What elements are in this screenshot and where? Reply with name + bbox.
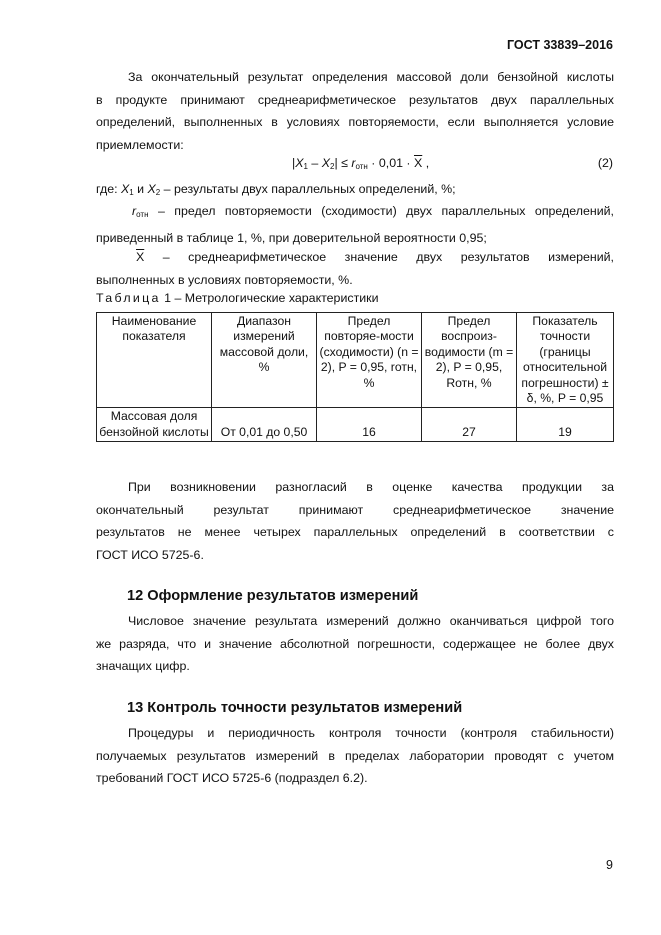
document-header: ГОСТ 33839–2016	[507, 38, 613, 52]
text-line: значащих цифр.	[96, 659, 190, 673]
text-line: получаемых результатов измерений в пределах лаборатории проводят с учетом	[96, 748, 614, 763]
text-line: выполненных в условиях повторяемости, %.	[96, 272, 353, 287]
table-row	[97, 408, 614, 442]
cell-r: 16	[317, 408, 422, 442]
text-line: приведенный в таблице 1, %, при доверительной вероятности 0,95;	[96, 230, 487, 245]
col-header-name: Наименование показателя	[97, 313, 212, 408]
text-line: требований ГОСТ ИСО 5725-6 (подраздел 6.2).	[96, 771, 368, 785]
col-header-accuracy: Показатель точности (границы относительной погрешности) ± δ, %, P = 0,95	[517, 313, 614, 408]
text-line: При возникновении разногласий в оценке качества продукции за	[128, 480, 614, 494]
disagreement-paragraph	[96, 476, 614, 566]
text-line: в продукте принимают среднеарифметическое результатов двух параллельных	[96, 92, 614, 107]
text-line: приемлемости:	[96, 137, 184, 152]
col-header-repeatability: Предел повторяе-мости (сходимости) (n = 2), P = 0,95, rотн, %	[317, 313, 422, 408]
r-definition: $r_{отн}$ – предел повторяемости (сходимости) двух параллельных определений, приведенный в таблице 1, %, при доверительной вероятности 0,95;	[96, 200, 614, 249]
cell-range: От 0,01 до 0,50	[212, 408, 317, 442]
table-caption: Таблица 1 – Метрологические характеристики	[96, 291, 379, 305]
section-12-body	[96, 610, 614, 678]
section-13-heading: 13 Контроль точности результатов измерений	[127, 700, 463, 716]
intro-paragraph	[96, 66, 614, 156]
text-line: результатов не менее четырех параллельных определений в соответствии с	[96, 525, 614, 539]
col-header-range: Диапазон измерений массовой доли, %	[212, 313, 317, 408]
text-line: За окончательный результат определения массовой доли бензойной кислоты	[128, 70, 614, 84]
text-line: ГОСТ ИСО 5725-6.	[96, 547, 204, 562]
cell-R: 27	[422, 408, 517, 442]
text-line: Процедуры и периодичность контроля точности (контроля стабильности)	[128, 726, 614, 740]
text-line: Числовое значение результата измерений должно оканчиваться цифрой того	[128, 614, 614, 628]
text-line: определений, выполненных в условиях повторяемости, если выполняется условие	[96, 115, 614, 129]
cell-name: Массовая доля бензойной кислоты	[97, 408, 212, 442]
text-line: окончательный результат принимают среднеарифметическое значение	[96, 502, 614, 517]
where-line: где: $X_1$ и $X_2$ – результаты двух параллельных определений, %;	[96, 182, 456, 197]
col-header-reproducibility: Предел воспроиз-водимости (m = 2), P = 0,95, Rотн, %	[422, 313, 517, 408]
section-13-body	[96, 722, 614, 790]
table-header-row	[97, 313, 614, 408]
mean-symbol: $\overline{X}$	[413, 156, 423, 170]
formula: $|X_1 - X_2| \le r_{отн} \cdot 0,01 \cdot \overline{X}$ ,	[292, 156, 430, 171]
text-line: же разряда, что и значение абсолютной погрешности, содержащее не более двух	[96, 636, 614, 651]
page-number: 9	[606, 858, 613, 872]
equation-number: (2)	[597, 156, 613, 170]
mean-definition: $\overline{X}$ – среднеарифметическое значение двух результатов измерений, выполненных в условиях повторяемости, %.	[96, 246, 614, 291]
metrology-table	[96, 312, 614, 442]
section-12-heading: 12 Оформление результатов измерений	[127, 588, 419, 604]
cell-delta: 19	[517, 408, 614, 442]
